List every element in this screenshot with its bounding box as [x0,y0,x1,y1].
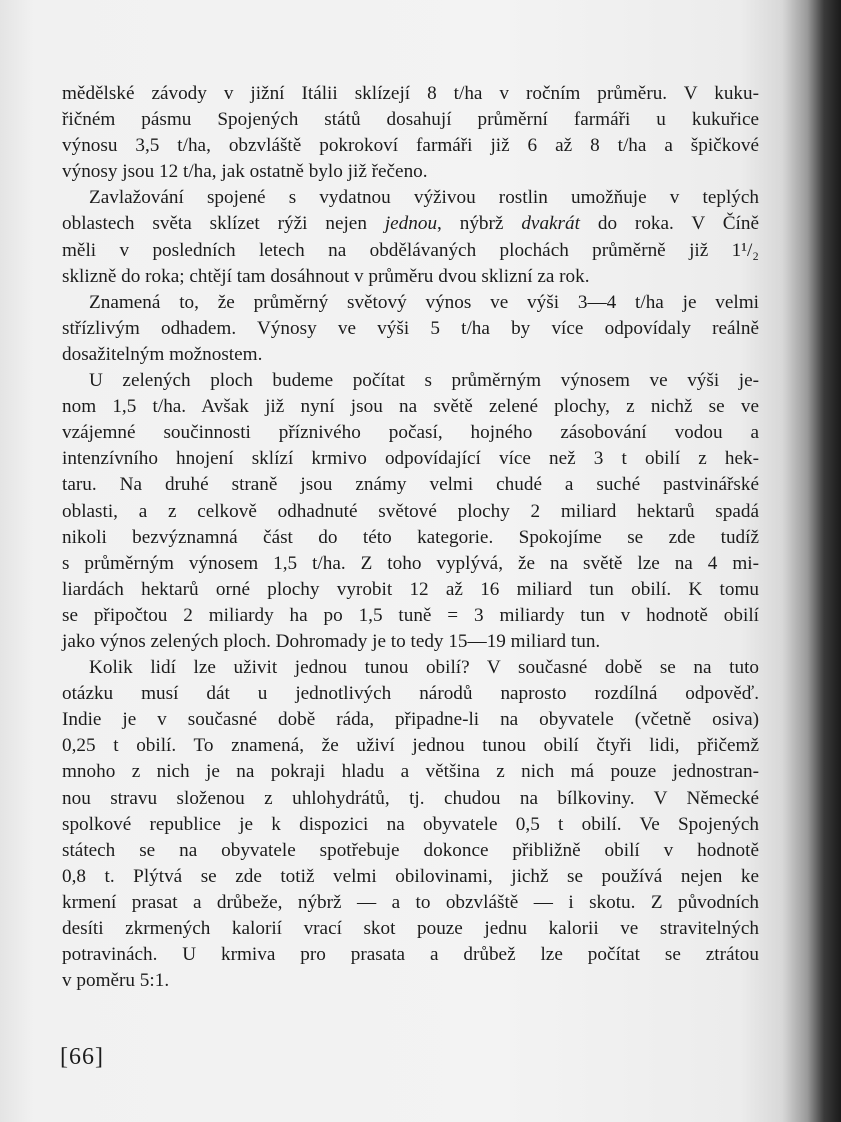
body-text [62,81,759,994]
text-segment: mnoho z nich je na pokraji hladu a většina z nich má pouze jednostran- [62,761,759,783]
text-segment: sklizně do roka; chtějí tam dosáhnout v průměru dvou sklizní za rok. [62,265,590,287]
paragraph [62,81,759,185]
text-line [62,603,759,629]
text-line [62,420,759,446]
text-line [62,107,759,133]
text-segment: jako výnos zelených ploch. Dohromady je to tedy 15—19 miliard tun. [62,630,601,652]
text-line [62,238,759,264]
text-line [62,707,759,733]
text-line [62,759,759,785]
text-segment: Zavlažování spojené s vydatnou výživou rostlin umožňuje v teplých [89,187,759,209]
text-segment: výnosu 3,5 t/ha, obzvláště pokrokoví farmáři již 6 až 8 t/ha a špičkové [62,135,759,157]
text-line [62,838,759,864]
text-segment: liardách hektarů orné plochy vyrobit 12 až 16 miliard tun obilí. K tomu [62,578,759,600]
text-line [62,525,759,551]
paragraph [62,185,759,289]
text-line [62,551,759,577]
text-line [62,133,759,159]
text-line [62,368,759,394]
text-line [62,629,759,655]
text-line [62,890,759,916]
text-segment: do roka. V Číně [579,213,760,235]
text-line [62,499,759,525]
text-segment: spolkové republice je k dispozici na obyvatele 0,5 t obilí. Ve Spojených [62,813,759,835]
text-segment: taru. Na druhé straně jsou známy velmi chudé a suché pastvinářské [62,474,759,496]
text-segment: státech se na obyvatele spotřebuje dokonce přibližně obilí v hodnotě [62,839,759,861]
text-line [62,733,759,759]
text-line [62,264,759,290]
paragraph [62,655,759,994]
text-line [62,316,759,342]
text-line [62,968,759,994]
text-line [62,185,759,211]
text-segment: Znamená to, že průměrný světový výnos ve výši 3—4 t/ha je velmi [89,291,759,313]
text-segment: krmení prasat a drůbeže, nýbrž — a to obzvláště — i skotu. Z původních [62,891,759,913]
text-line [62,342,759,368]
text-line [62,446,759,472]
text-line [62,786,759,812]
text-line [62,942,759,968]
text-segment: desíti zkrmených kalorií vrací skot pouze jednu kalorii ve stravitelných [62,918,759,939]
text-line [62,159,759,185]
text-line [62,655,759,681]
text-segment: dosažitelným možnostem. [62,343,263,365]
text-segment: U zelených ploch budeme počítat s průměrným výnosem ve výši je- [89,370,759,392]
page-number: [66] [60,1044,104,1070]
text-segment: s průměrným výnosem 1,5 t/ha. Z toho vyplývá, že na světě lze na 4 mi- [62,552,759,574]
paragraph [62,368,759,655]
text-segment: oblasti, a z celkově odhadnuté světové plochy 2 miliard hektarů spadá [62,500,759,522]
text-line [62,916,759,942]
text-segment: výnosy jsou 12 t/ha, jak ostatně bylo již řečeno. [62,161,428,183]
text-line [62,812,759,838]
text-line [62,864,759,890]
italic-text: dvakrát [521,213,580,235]
text-segment: mědělské závody v jižní Itálii sklízejí 8 t/ha v ročním průměru. V kuku- [62,83,759,104]
text-segment: řičném pásmu Spojených států dosahují průměrní farmáři u kukuřice [62,109,759,131]
italic-text: jednou [384,213,438,235]
text-segment: otázku musí dát u jednotlivých národů naprosto rozdílná odpověď. [62,683,759,705]
text-segment: v poměru 5:1. [62,970,170,992]
text-segment: se připočtou 2 miliardy ha po 1,5 tuně = 3 miliardy tun v hodnotě obilí [62,604,759,626]
text-line [62,394,759,420]
text-segment: nou stravu složenou z uhlohydrátů, tj. chudou na bílkoviny. V Německé [62,787,759,809]
text-line [62,81,759,107]
text-segment: 0,25 t obilí. To znamená, že uživí jednou tunou obilí čtyři lidi, přičemž [62,735,759,757]
text-segment: měli v posledních letech na obdělávaných plochách průměrně již 1¹/₂ [62,239,759,261]
text-line [62,472,759,498]
text-segment: nom 1,5 t/ha. Avšak již nyní jsou na světě zelené plochy, z nichž se ve [62,396,759,418]
text-segment: střízlivým odhadem. Výnosy ve výši 5 t/ha by více odpovídaly reálně [62,317,759,339]
text-segment: , nýbrž [437,213,522,235]
text-line [62,577,759,603]
text-line [62,290,759,316]
text-segment: vzájemné součinnosti příznivého počasí, hojného zásobování vodou a [62,422,759,444]
paragraph [62,290,759,368]
text-segment: oblastech světa sklízet rýži nejen [62,213,385,235]
text-line [62,211,759,237]
text-segment: intenzívního hnojení sklízí krmivo odpovídající více než 3 t obilí z hek- [62,448,759,470]
text-segment: nikoli bezvýznamná část do této kategorie. Spokojíme se zde tudíž [62,526,759,548]
text-segment: Kolik lidí lze uživit jednou tunou obilí? V současné době se na tuto [89,657,759,679]
text-segment: 0,8 t. Plýtvá se zde totiž velmi obilovinami, jichž se používá nejen ke [62,865,759,887]
text-line [62,681,759,707]
text-segment: potravinách. U krmiva pro prasata a drůbež lze počítat se ztrátou [62,944,759,966]
text-segment: Indie je v současné době ráda, připadne-li na obyvatele (včetně osiva) [62,709,759,731]
